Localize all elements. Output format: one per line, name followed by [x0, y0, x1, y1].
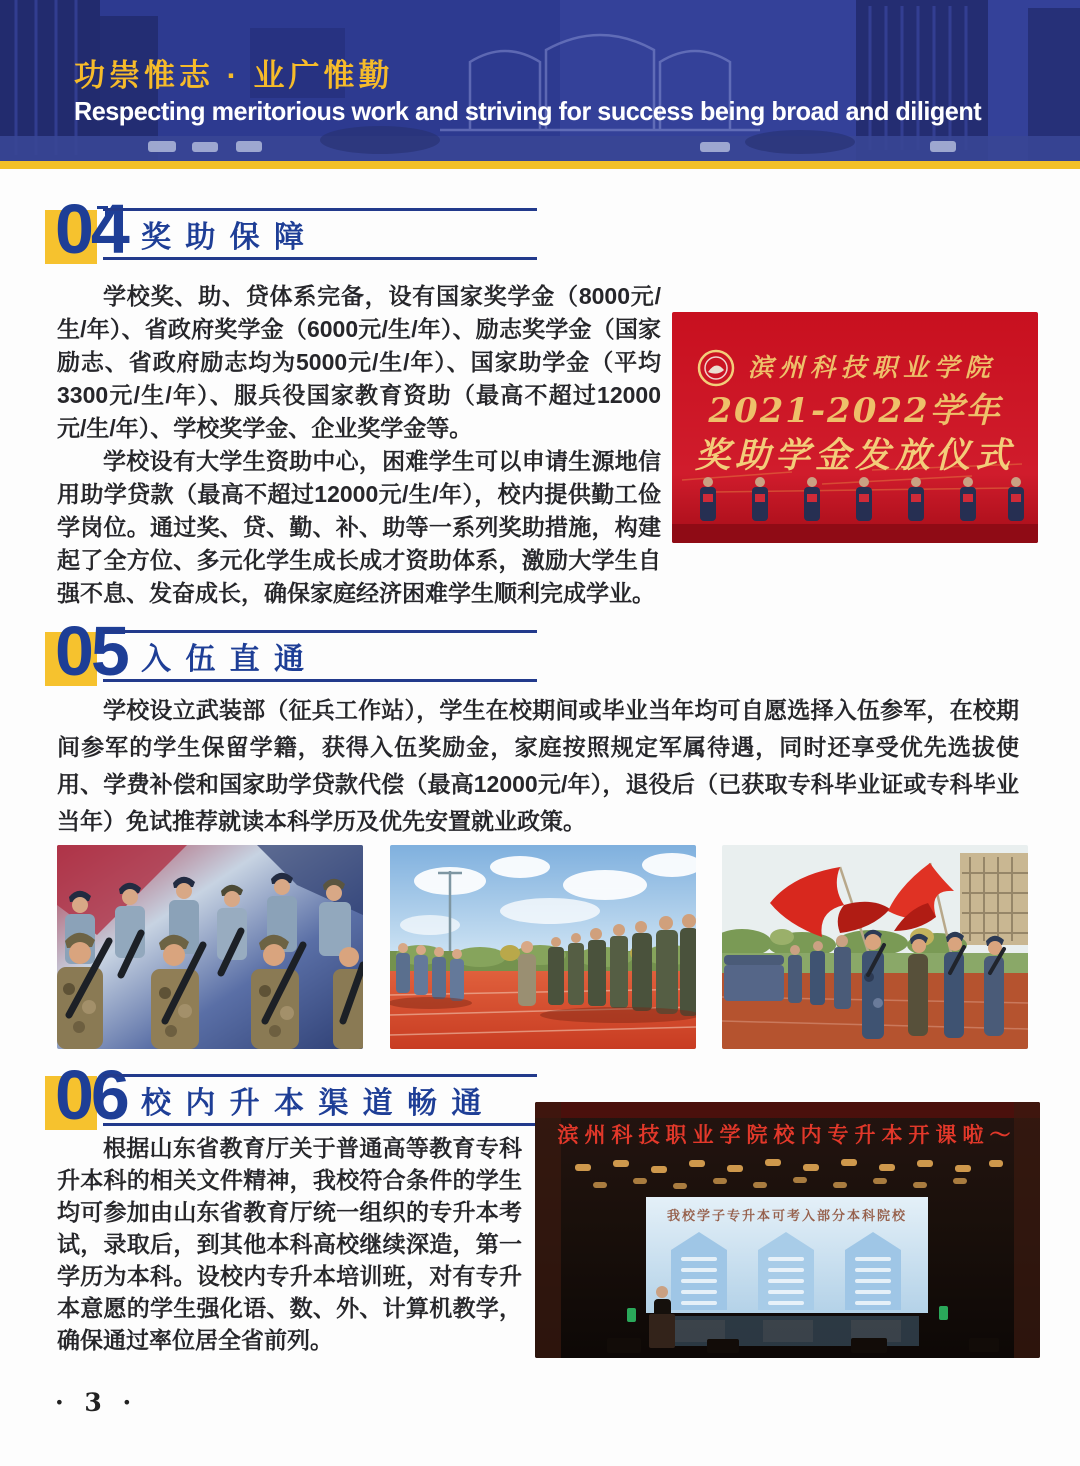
- led-banner-text: 滨州科技职业学院校内专升本开课啦～: [557, 1124, 1017, 1147]
- section-06-body: [57, 1132, 522, 1356]
- header-motto-english: Respecting meritorious work and striving for success being broad and diligent: [74, 96, 982, 126]
- section-05-body: [57, 692, 1019, 840]
- section-title: 入 伍 直 通: [141, 643, 308, 676]
- section-05-header: [45, 612, 537, 690]
- screen-title: 我校学子专升本可考入部分本科院校: [666, 1208, 908, 1223]
- page-header: [0, 0, 1080, 161]
- page-number: · 3 ·: [55, 1388, 138, 1417]
- section-06-header: [45, 1056, 537, 1134]
- section-title-box: [103, 208, 537, 260]
- section-04-header: [45, 190, 537, 268]
- university-list-columns: [671, 1232, 901, 1310]
- section-number: 06: [55, 1056, 127, 1134]
- ceremony-event-line: 奖助学金发放仪式: [694, 435, 1016, 476]
- section-number: 05: [55, 612, 127, 690]
- soldiers-chorus-photo: [57, 845, 363, 1049]
- section-title: 奖 助 保 障: [141, 221, 308, 254]
- paragraph: 学校奖、助、贷体系完备，设有国家奖学金（8000元/生/年）、省政府奖学金（6000元/生/年）、励志奖学金（国家励志、省政府励志均为5000元/生/年）、国家助学金（平均3300元/生/年）、服兵役国家教育资助（最高不超过12000元/生/年）、学校奖学金、企业奖学金等。: [57, 283, 661, 441]
- paragraph: 学校设有大学生资助中心，困难学生可以申请生源地信用助学贷款（最高不超过12000元/生/年），校内提供勤工俭学岗位。通过奖、贷、勤、补、助等一系列奖助措施，构建起了全方位、多元化学生成长成才资助体系，激励大学生自强不息、发奋成长，确保家庭经济困难学生顺利完成学业。: [57, 448, 661, 606]
- header-accent-stripe: [0, 161, 1080, 169]
- section-number: 04: [55, 190, 127, 268]
- scholarship-ceremony-photo: [672, 312, 1038, 543]
- paragraph: 学校设立武装部（征兵工作站），学生在校期间或毕业当年均可自愿选择入伍参军，在校期间参军的学生保留学籍，获得入伍奖励金，家庭按照规定军属待遇，同时还享受优先选拔使用、学费补偿和国家助学贷款代偿（最高12000元/年），退役后（已获取专科毕业证或专科毕业当年）免试推荐就读本科学历及优先安置就业政策。: [57, 697, 1019, 834]
- paragraph: 根据山东省教育厅关于普通高等教育专科升本科的相关文件精神，我校符合条件的学生均可参加由山东省教育厅统一组织的专升本考试，录取后，到其他本科高校继续深造，第一学历为本科。设校内专升本培训班，对有专升本意愿的学生强化语、数、外、计算机教学，确保通过率位居全省前列。: [57, 1135, 522, 1353]
- auditorium-lecture-photo: [535, 1102, 1040, 1358]
- section-title-box: [103, 630, 537, 682]
- section-title: 校 内 升 本 渠 道 畅 通: [141, 1087, 485, 1120]
- ceremony-year-line: 2021-2022学年: [708, 391, 1002, 431]
- section-04-body: [57, 280, 661, 610]
- section-title-box: [103, 1074, 537, 1126]
- formation-review-photo: [390, 845, 696, 1049]
- building: [960, 853, 1028, 945]
- ceremony-school-name: 滨州科技职业学院: [747, 353, 997, 382]
- flag-march-photo: [722, 845, 1028, 1049]
- header-motto-chinese: 功崇惟志 · 业广惟勤: [74, 58, 394, 93]
